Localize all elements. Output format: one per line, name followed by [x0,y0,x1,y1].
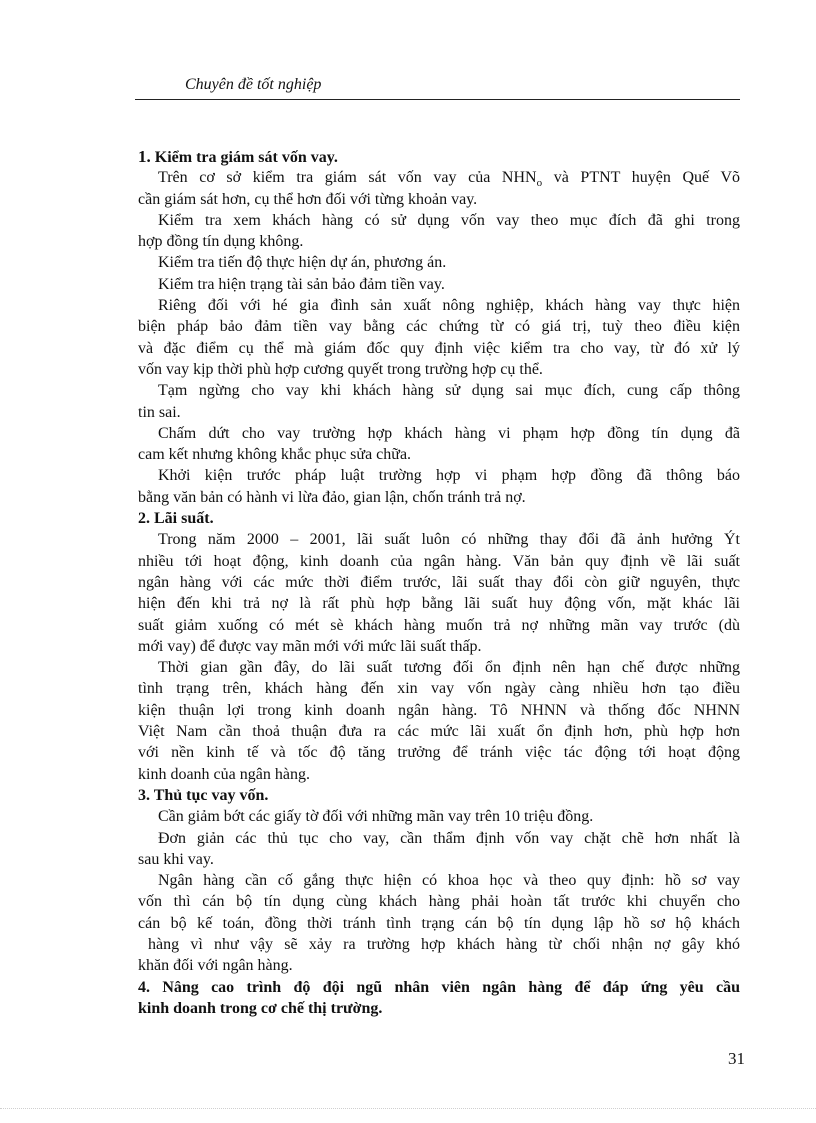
section-4-heading-cont: kinh doanh trong cơ chế thị trường. [138,999,383,1017]
paragraph-line: hiện đến khi trả nợ là rất phù hợp bằng lãi suất huy động vốn, mặt khác lãi [138,595,740,613]
paragraph-line: với nền kinh tế và tốc độ tăng trưởng để tránh việc tác động tới hoạt động [138,744,740,762]
header-divider [135,99,740,100]
page-number: 31 [728,1049,745,1068]
paragraph-line: suất giảm xuống có mét sè khách hàng muốn trả nợ những mãn vay trước (dù [138,616,740,634]
section-1-heading [138,146,740,167]
section-4-heading: 4. Nâng cao trình độ đội ngũ nhân viên ngân hàng để đáp ứng yêu cầu [138,978,740,996]
paragraph-line: Khởi kiện trước pháp luật trường hợp vi phạm hợp đồng đã thông báo [158,467,740,485]
paragraph-line: Kiểm tra tiến độ thực hiện dự án, phương án. [158,254,447,272]
paragraph-line: bằng văn bản có hành vi lừa đảo, gian lận, chốn tránh trả nợ. [138,488,526,506]
document-body [138,146,740,1019]
paragraph-line: mới vay) để được vay mãn mới với mức lãi suất thấp. [138,637,482,655]
section-2-heading: 2. Lãi suất. [138,510,214,528]
paragraph-line: Trong năm 2000 – 2001, lãi suất luôn có những thay đổi đã ảnh hưởng Ýt [158,531,740,549]
paragraph-line: nhiều tới hoạt động, kinh doanh của ngân hàng. Văn bản quy định về lãi suất [138,552,740,570]
paragraph-line: khăn đối với ngân hàng. [138,957,293,975]
paragraph-line: Ngân hàng cần cố gắng thực hiện có khoa học và theo quy định: hồ sơ vay [158,872,740,890]
paragraph-line: biện pháp bảo đảm tiền vay bằng các chứng từ có giá trị, tuỳ theo điều kiện [138,318,740,336]
paragraph-line: sau khi vay. [138,850,214,868]
page-bottom-border [0,1108,816,1109]
paragraph-line: tình trạng trên, khách hàng đến xin vay vốn ngày càng nhiều hơn tạo điều [138,680,740,698]
paragraph-line: hợp đồng tín dụng không. [138,233,304,251]
paragraph-line: Kiểm tra hiện trạng tài sản bảo đảm tiền vay. [158,275,445,293]
paragraph-line: Kiểm tra xem khách hàng có sử dụng vốn vay theo mục đích đã ghi trong [158,211,740,229]
paragraph-line: cam kết nhưng không khắc phục sửa chữa. [138,446,412,464]
paragraph-line: kinh doanh của ngân hàng. [138,765,310,783]
paragraph-line: vốn thì cán bộ tín dụng cùng khách hàng phải hoàn tất trước khi chuyển cho [138,893,740,911]
section-3-heading: 3. Thủ tục vay vốn. [138,786,269,804]
paragraph-line: Đơn giản các thủ tục cho vay, cần thẩm định vốn vay chặt chẽ hơn nhất là [158,829,740,847]
paragraph-line: Trên cơ sở kiểm tra giám sát vốn vay của $NHN_o$ và PTNT huyện Quế Võ [158,169,740,189]
paragraph-line: cần giám sát hơn, cụ thể hơn đối với từng khoản vay. [138,190,478,208]
paragraph-line: vốn vay kịp thời phù hợp cương quyết trong trường hợp cụ thể. [138,360,543,378]
paragraph-line: Chấm dứt cho vay trường hợp khách hàng vi phạm hợp đồng tín dụng đã [158,424,740,442]
paragraph-line: Cần giảm bớt các giấy tờ đối với những mãn vay trên 10 triệu đồng. [158,808,594,826]
section-1-title: Kiểm tra giám sát vốn vay. [154,149,338,166]
paragraph-line: hàng vì như vậy sẽ xảy ra trường hợp khách hàng từ chối nhận nợ gây khó [148,935,740,953]
paragraph-line: Tạm ngừng cho vay khi khách hàng sử dụng sai mục đích, cung cấp thông [158,382,740,400]
paragraph-line: Việt Nam cần thoả thuận đưa ra các mức lãi xuất ổn định hơn, phù hợp hơn [138,723,740,741]
paragraph-line: Thời gian gần đây, do lãi suất tương đối ổn định nên hạn chế được những [158,659,740,677]
paragraph-line: Riêng đối với hé gia đình sản xuất nông nghiệp, khách hàng vay thực hiện [158,297,740,315]
paragraph-line: tin sai. [138,403,181,421]
paragraph-line: kiện thuận lợi trong kinh doanh ngân hàng. Tô NHNN và thống đốc NHNN [138,701,740,719]
paragraph-line: và đặc điểm cụ thể mà giám đốc quy định việc kiểm tra cho vay, từ đó xử lý [138,339,740,357]
paragraph-line: ngân hàng với các mức thời điểm trước, lãi suất thay đổi còn giữ nguyên, thực [138,573,740,591]
page-header-title: Chuyên đề tốt nghiệp [185,76,322,93]
paragraph-line: cán bộ kế toán, đồng thời tránh tình trạng cán bộ tín dụng lập hồ sơ hộ khách [138,914,740,932]
section-1-number: 1. [138,147,151,166]
